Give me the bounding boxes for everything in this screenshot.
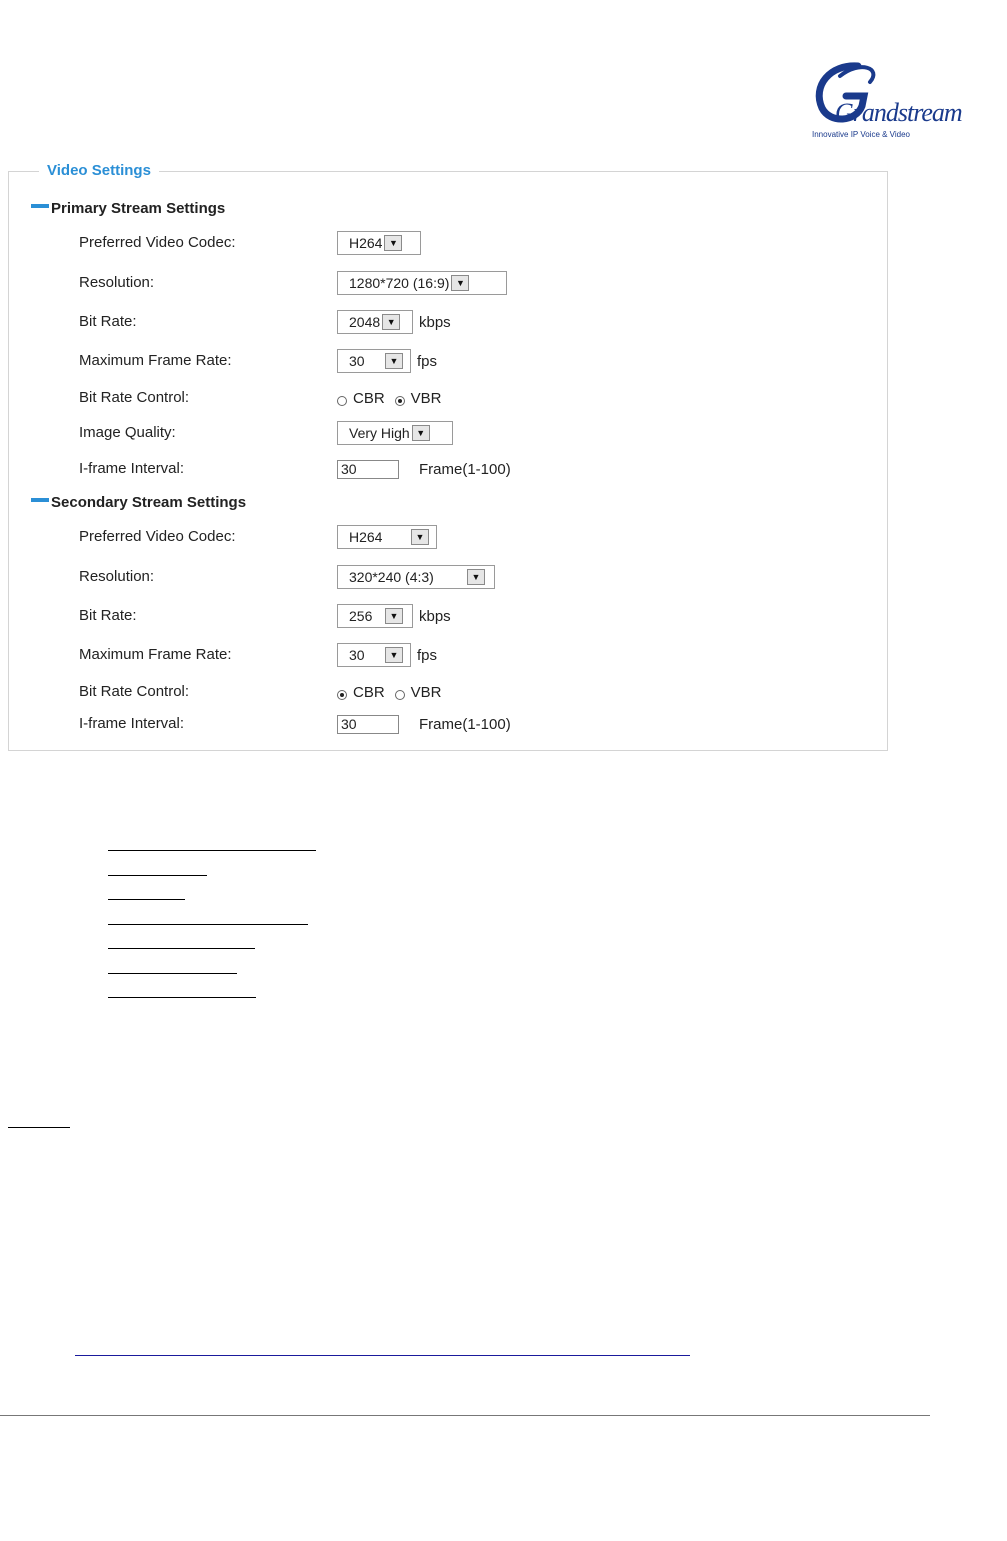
dropdown-arrow-icon[interactable]: ▼ — [385, 608, 403, 624]
primary-framerate-row — [79, 348, 879, 374]
primary-ratecontrol-label: Bit Rate Control: — [79, 389, 190, 406]
dropdown-arrow-icon[interactable]: ▼ — [385, 353, 403, 369]
secondary-iframe-hint: Frame(1-100) — [419, 715, 511, 733]
primary-bitrate-unit: kbps — [419, 313, 451, 331]
secondary-codec-row — [79, 524, 879, 550]
secondary-bitrate-row — [79, 603, 879, 629]
primary-ratecontrol-row — [79, 385, 879, 411]
secondary-resolution-select[interactable]: 320*240 (4:3) ▼ — [337, 565, 495, 589]
video-settings-panel — [8, 162, 888, 751]
primary-iframe-hint: Frame(1-100) — [419, 460, 511, 478]
primary-iframe-input[interactable]: 30 — [337, 460, 399, 479]
dropdown-arrow-icon[interactable]: ▼ — [451, 275, 469, 291]
primary-stream-title: Primary Stream Settings — [51, 200, 226, 217]
primary-resolution-select[interactable]: 1280*720 (16:9) ▼ — [337, 271, 507, 295]
primary-vbr-radio[interactable]: VBR — [395, 390, 442, 407]
secondary-vbr-radio[interactable]: VBR — [395, 684, 442, 701]
secondary-bitrate-unit: kbps — [419, 607, 451, 625]
primary-codec-select[interactable]: H264 ▼ — [337, 231, 421, 255]
radio-unchecked-icon[interactable] — [395, 690, 405, 700]
primary-framerate-label: Maximum Frame Rate: — [79, 352, 232, 369]
primary-codec-label: Preferred Video Codec: — [79, 234, 236, 251]
secondary-ratecontrol-row — [79, 679, 879, 705]
primary-stream-header[interactable] — [31, 200, 225, 217]
secondary-framerate-unit: fps — [417, 646, 438, 664]
collapse-minus-icon[interactable] — [31, 204, 49, 208]
secondary-resolution-label: Resolution: — [79, 568, 155, 585]
primary-cbr-radio[interactable]: CBR — [337, 390, 385, 407]
radio-checked-icon[interactable] — [337, 690, 347, 700]
link-underline[interactable] — [108, 997, 256, 998]
secondary-iframe-input[interactable]: 30 — [337, 715, 399, 734]
secondary-bitrate-select[interactable]: 256 ▼ — [337, 604, 413, 628]
primary-quality-label: Image Quality: — [79, 424, 176, 441]
radio-checked-icon[interactable] — [395, 396, 405, 406]
primary-resolution-row — [79, 270, 879, 296]
dropdown-arrow-icon[interactable]: ▼ — [467, 569, 485, 585]
heading-underline — [8, 1127, 70, 1128]
link-underline[interactable] — [108, 875, 207, 876]
secondary-framerate-label: Maximum Frame Rate: — [79, 646, 232, 663]
primary-quality-select[interactable]: Very High ▼ — [337, 421, 453, 445]
secondary-bitrate-label: Bit Rate: — [79, 607, 137, 624]
link-underline[interactable] — [108, 948, 255, 949]
primary-iframe-row — [79, 456, 879, 482]
link-underline[interactable] — [108, 850, 316, 851]
secondary-codec-select[interactable]: H264 ▼ — [337, 525, 437, 549]
secondary-resolution-row — [79, 564, 879, 590]
primary-quality-row — [79, 420, 879, 446]
dropdown-arrow-icon[interactable]: ▼ — [385, 647, 403, 663]
primary-bitrate-label: Bit Rate: — [79, 313, 137, 330]
secondary-codec-label: Preferred Video Codec: — [79, 528, 236, 545]
radio-unchecked-icon[interactable] — [337, 396, 347, 406]
secondary-iframe-label: I-frame Interval: — [79, 715, 185, 732]
secondary-framerate-select[interactable]: 30 ▼ — [337, 643, 411, 667]
link-underline[interactable] — [108, 899, 185, 900]
secondary-stream-title: Secondary Stream Settings — [51, 494, 247, 511]
link-underline[interactable] — [108, 973, 237, 974]
collapse-minus-icon[interactable] — [31, 498, 49, 502]
secondary-framerate-row — [79, 642, 879, 668]
secondary-stream-header[interactable] — [31, 494, 246, 511]
link-underline[interactable] — [108, 924, 308, 925]
primary-bitrate-row — [79, 309, 879, 335]
primary-resolution-label: Resolution: — [79, 274, 155, 291]
dropdown-arrow-icon[interactable]: ▼ — [411, 529, 429, 545]
dropdown-arrow-icon[interactable]: ▼ — [382, 314, 400, 330]
page-divider — [0, 1415, 930, 1416]
secondary-ratecontrol-label: Bit Rate Control: — [79, 683, 190, 700]
dropdown-arrow-icon[interactable]: ▼ — [412, 425, 430, 441]
secondary-cbr-radio[interactable]: CBR — [337, 684, 385, 701]
secondary-iframe-row — [79, 711, 879, 737]
grandstream-logo — [800, 56, 962, 148]
logo-wordmark: Grandstream — [835, 98, 962, 127]
primary-framerate-unit: fps — [417, 352, 438, 370]
dropdown-arrow-icon[interactable]: ▼ — [384, 235, 402, 251]
primary-framerate-select[interactable]: 30 ▼ — [337, 349, 411, 373]
panel-title: Video Settings — [39, 162, 159, 179]
primary-iframe-label: I-frame Interval: — [79, 460, 185, 477]
logo-tagline: Innovative IP Voice & Video — [812, 130, 910, 139]
primary-codec-row — [79, 230, 879, 256]
hyperlink-underline[interactable] — [75, 1355, 690, 1356]
primary-bitrate-select[interactable]: 2048 ▼ — [337, 310, 413, 334]
